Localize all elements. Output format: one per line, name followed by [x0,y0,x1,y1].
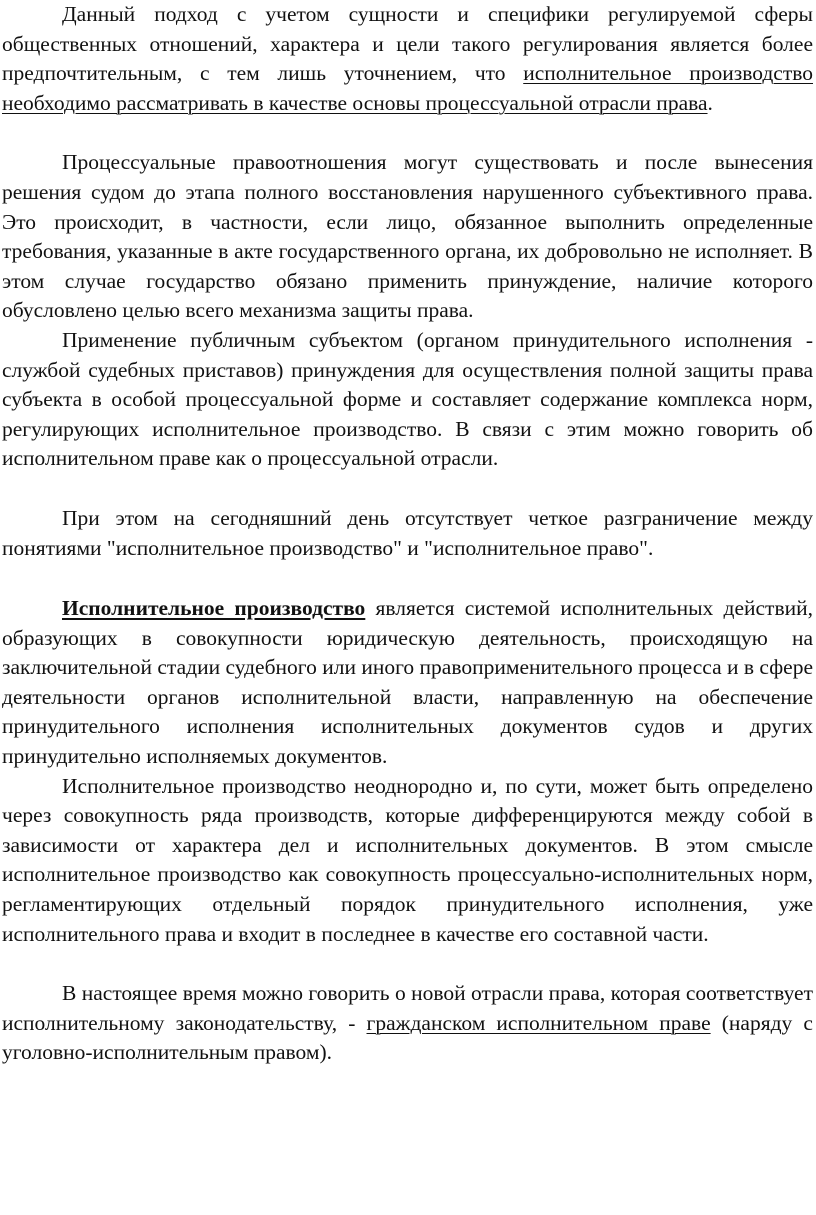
paragraph-5 [2,594,813,772]
paragraph-1-underlined: исполнительное производство необходимо рассматривать в качестве основы процессуальной отрасли права [2,61,813,115]
paragraph-4 [2,504,813,563]
paragraph-1-text: Данный подход с учетом сущности и специфики регулируемой сферы общественных отношений, характера и цели такого регулирования является более предпочтительным, с тем лишь уточнением, что [2,2,813,86]
paragraph-2-text: Процессуальные правоотношения могут существовать и после вынесения решения судом до этапа полного восстановления нарушенного субъективного права. Это происходит, в частности, если лицо, обязанное выполнить определенные требования, указанные в акте государственного органа, их добровольно не исполняет. В этом случае государство обязано применить принуждение, наличие которого обусловлено целью всего механизма защиты права. [2,150,813,323]
paragraph-1-end: . [707,90,713,115]
paragraph-4-text: При этом на сегодняшний день отсутствует четкое разграничение между понятиями "исполнительное производство" и "исполнительное право". [2,505,813,560]
spacer [2,949,813,979]
term-executive-proceedings: Исполнительное производство [62,596,366,621]
paragraph-3 [2,326,813,474]
paragraph-6-text: Исполнительное производство неоднородно и, по сути, может быть определено через совокупность ряда производств, которые дифференцируются между собой в зависимости от характера дел и исполнительных документов. В этом смысле исполнительное производство как совокупность процессуально-исполнительных норм, регламентирующих отдельный порядок принудительного исполнения, уже исполнительного права и входит в последнее в качестве его составной части. [2,773,813,946]
paragraph-5-text: является системой исполнительных действий, образующих в совокупности юридическую деятельность, происходящую на заключительной стадии судебного или иного правоприменительного процесса и в сфере деятельности органов исполнительной власти, направленную на обеспечение принудительного исполнения исполнительных документов судов и других принудительно исполняемых документов. [2,596,813,769]
paragraph-7-text: В настоящее время можно говорить о новой отрасли права, которая соответствует исполнительному законодательству, - [2,981,813,1035]
paragraph-3-text: Применение публичным субъектом (органом принудительного исполнения - службой судебных приставов) принуждения для осуществления полной защиты права субъекта в особой процессуальной форме и составляет содержание комплекса норм, регулирующих исполнительное производство. В связи с этим можно говорить об исполнительном праве как о процессуальной отрасли. [2,327,813,471]
paragraph-1 [2,0,813,118]
paragraph-7-underlined: гражданском исполнительном праве [366,1010,711,1035]
paragraph-6 [2,772,813,950]
paragraph-7 [2,979,813,1068]
spacer [2,118,813,148]
spacer [2,474,813,504]
paragraph-2 [2,148,813,326]
paragraph-7-end: (наряду с уголовно-исполнительным правом). [2,1010,813,1065]
spacer [2,563,813,594]
